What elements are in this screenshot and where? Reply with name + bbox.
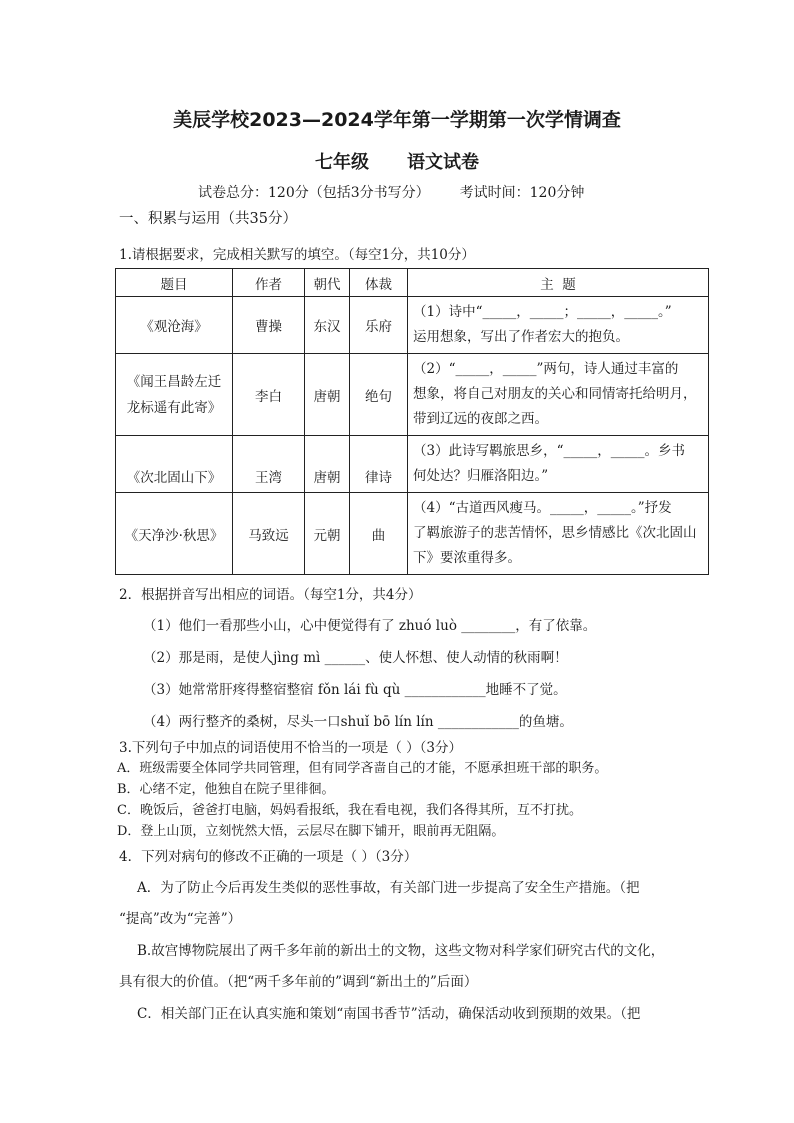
cell-author: 曹操 — [233, 297, 305, 354]
cell-author: 李白 — [233, 354, 305, 436]
cell-genre: 乐府 — [350, 297, 408, 354]
theme-line: （2）“_____，_____”两句，诗人通过丰富的 — [413, 361, 679, 377]
question-2-item: （3）她常常肝疼得整宿整宿 fǒn lái fù qù ____________地睡不了觉。 — [143, 682, 567, 698]
question-3-option: A．班级需要全体同学共同管理，但有同学吝啬自己的才能，不愿承担班干部的职务。 — [117, 761, 608, 776]
exam-info — [198, 182, 584, 202]
cell-title: 《天净沙·秋思》 — [116, 493, 233, 575]
theme-line: （1）诗中“_____，_____；_____，_____。” — [413, 304, 672, 320]
cell-dynasty: 唐朝 — [305, 436, 350, 493]
cell-author: 马致远 — [233, 493, 305, 575]
theme-line: 带到辽远的夜郎之西。 — [413, 411, 548, 427]
total-score: 试卷总分：120分（包括3分书写分） — [198, 185, 430, 201]
theme-line: （3）此诗写羁旅思乡，“_____，_____。乡书 — [413, 443, 685, 459]
subject-label: 语文试卷 — [407, 152, 479, 173]
table-row — [116, 436, 709, 493]
theme-line: 下》要浓重得多。 — [413, 550, 521, 566]
question-4-option-b: B.故宫博物院展出了两千多年前的新出土的文物，这些文物对科学家们研究古代的文化， — [137, 943, 665, 959]
question-2-item: （1）他们一看那些小山，心中便觉得有了 zhuó luò ________，有了依靠。 — [143, 618, 597, 634]
exam-subtitle — [0, 148, 794, 174]
cell-genre: 律诗 — [350, 436, 408, 493]
cell-dynasty: 元朝 — [305, 493, 350, 575]
cell-title: 《次北固山下》 — [116, 436, 233, 493]
question-4-option-a-cont: “提高”改为“完善”） — [119, 911, 242, 927]
cell-title — [116, 354, 233, 436]
theme-line: 何处达？归雁洛阳边。” — [413, 468, 549, 484]
cell-genre: 曲 — [350, 493, 408, 575]
cell-theme — [408, 297, 709, 354]
table-header-row — [116, 269, 709, 297]
table-row — [116, 493, 709, 575]
question-2-item: （2）那是雨，是使人jìng mì ______、使人怀想、使人动情的秋雨啊！ — [143, 650, 568, 666]
header-dynasty: 朝代 — [305, 269, 350, 297]
theme-line: （4）“古道西风瘦马。_____，_____。”抒发 — [413, 500, 672, 516]
grade-label: 七年级 — [315, 152, 369, 173]
question-2-prompt: 2．根据拼音写出相应的词语。（每空1分，共4分） — [119, 587, 422, 603]
title-line: 《闻王昌龄左迁 — [126, 373, 222, 390]
theme-line: 运用想象，写出了作者宏大的抱负。 — [413, 329, 629, 345]
question-3-option: C．晚饭后，爸爸打电脑，妈妈看报纸，我在看电视，我们各得其所，互不打扰。 — [117, 803, 582, 818]
question-3-option: B．心绪不定，他独自在院子里徘徊。 — [117, 782, 335, 797]
question-1-prompt: 1.请根据要求，完成相关默写的填空。（每空1分，共10分） — [119, 247, 475, 263]
cell-genre: 绝句 — [350, 354, 408, 436]
cell-theme — [408, 354, 709, 436]
exam-title: 美辰学校2023—2024学年第一学期第一次学情调查 — [173, 109, 621, 131]
question-4-option-a: A．为了防止今后再发生类似的恶性事故，有关部门进一步提高了安全生产措施。（把 — [137, 880, 640, 896]
question-4-prompt: 4．下列对病句的修改不正确的一项是（ ）（3分） — [119, 849, 418, 865]
question-3-option: D．登上山顶，立刻恍然大悟，云层尽在脚下铺开，眼前再无阻隔。 — [117, 824, 505, 839]
question-4-option-c: C．相关部门正在认真实施和策划“南国书香节”活动，确保活动收到预期的效果。（把 — [137, 1006, 641, 1022]
header-theme: 主 题 — [408, 269, 709, 297]
section-title: 一、积累与运用（共35分） — [119, 211, 297, 227]
cell-theme — [408, 493, 709, 575]
theme-line: 了羁旅游子的悲苦情怀，思乡情感比《次北固山 — [413, 525, 697, 541]
header-title: 题目 — [116, 269, 233, 297]
cell-title: 《观沧海》 — [116, 297, 233, 354]
question-2-item: （4）两行整齐的桑树，尽头一口shuǐ bō lín lín ____________的鱼塘。 — [143, 714, 573, 730]
cell-dynasty: 东汉 — [305, 297, 350, 354]
question-4-option-b-cont: 具有很大的价值。（把“两千多年前的”调到“新出土的”后面） — [119, 974, 478, 990]
header-genre: 体裁 — [350, 269, 408, 297]
table-row — [116, 297, 709, 354]
question-3-prompt: 3.下列句子中加点的词语使用不恰当的一项是（ ）（3分） — [119, 740, 463, 756]
cell-author: 王湾 — [233, 436, 305, 493]
table-row — [116, 354, 709, 436]
cell-theme — [408, 436, 709, 493]
cell-dynasty: 唐朝 — [305, 354, 350, 436]
poem-table — [115, 268, 709, 575]
theme-line: 想象，将自己对朋友的关心和同情寄托给明月， — [413, 386, 697, 402]
header-author: 作者 — [233, 269, 305, 297]
exam-time: 考试时间：120分钟 — [459, 185, 585, 201]
title-line: 龙标遥有此寄》 — [126, 399, 222, 416]
